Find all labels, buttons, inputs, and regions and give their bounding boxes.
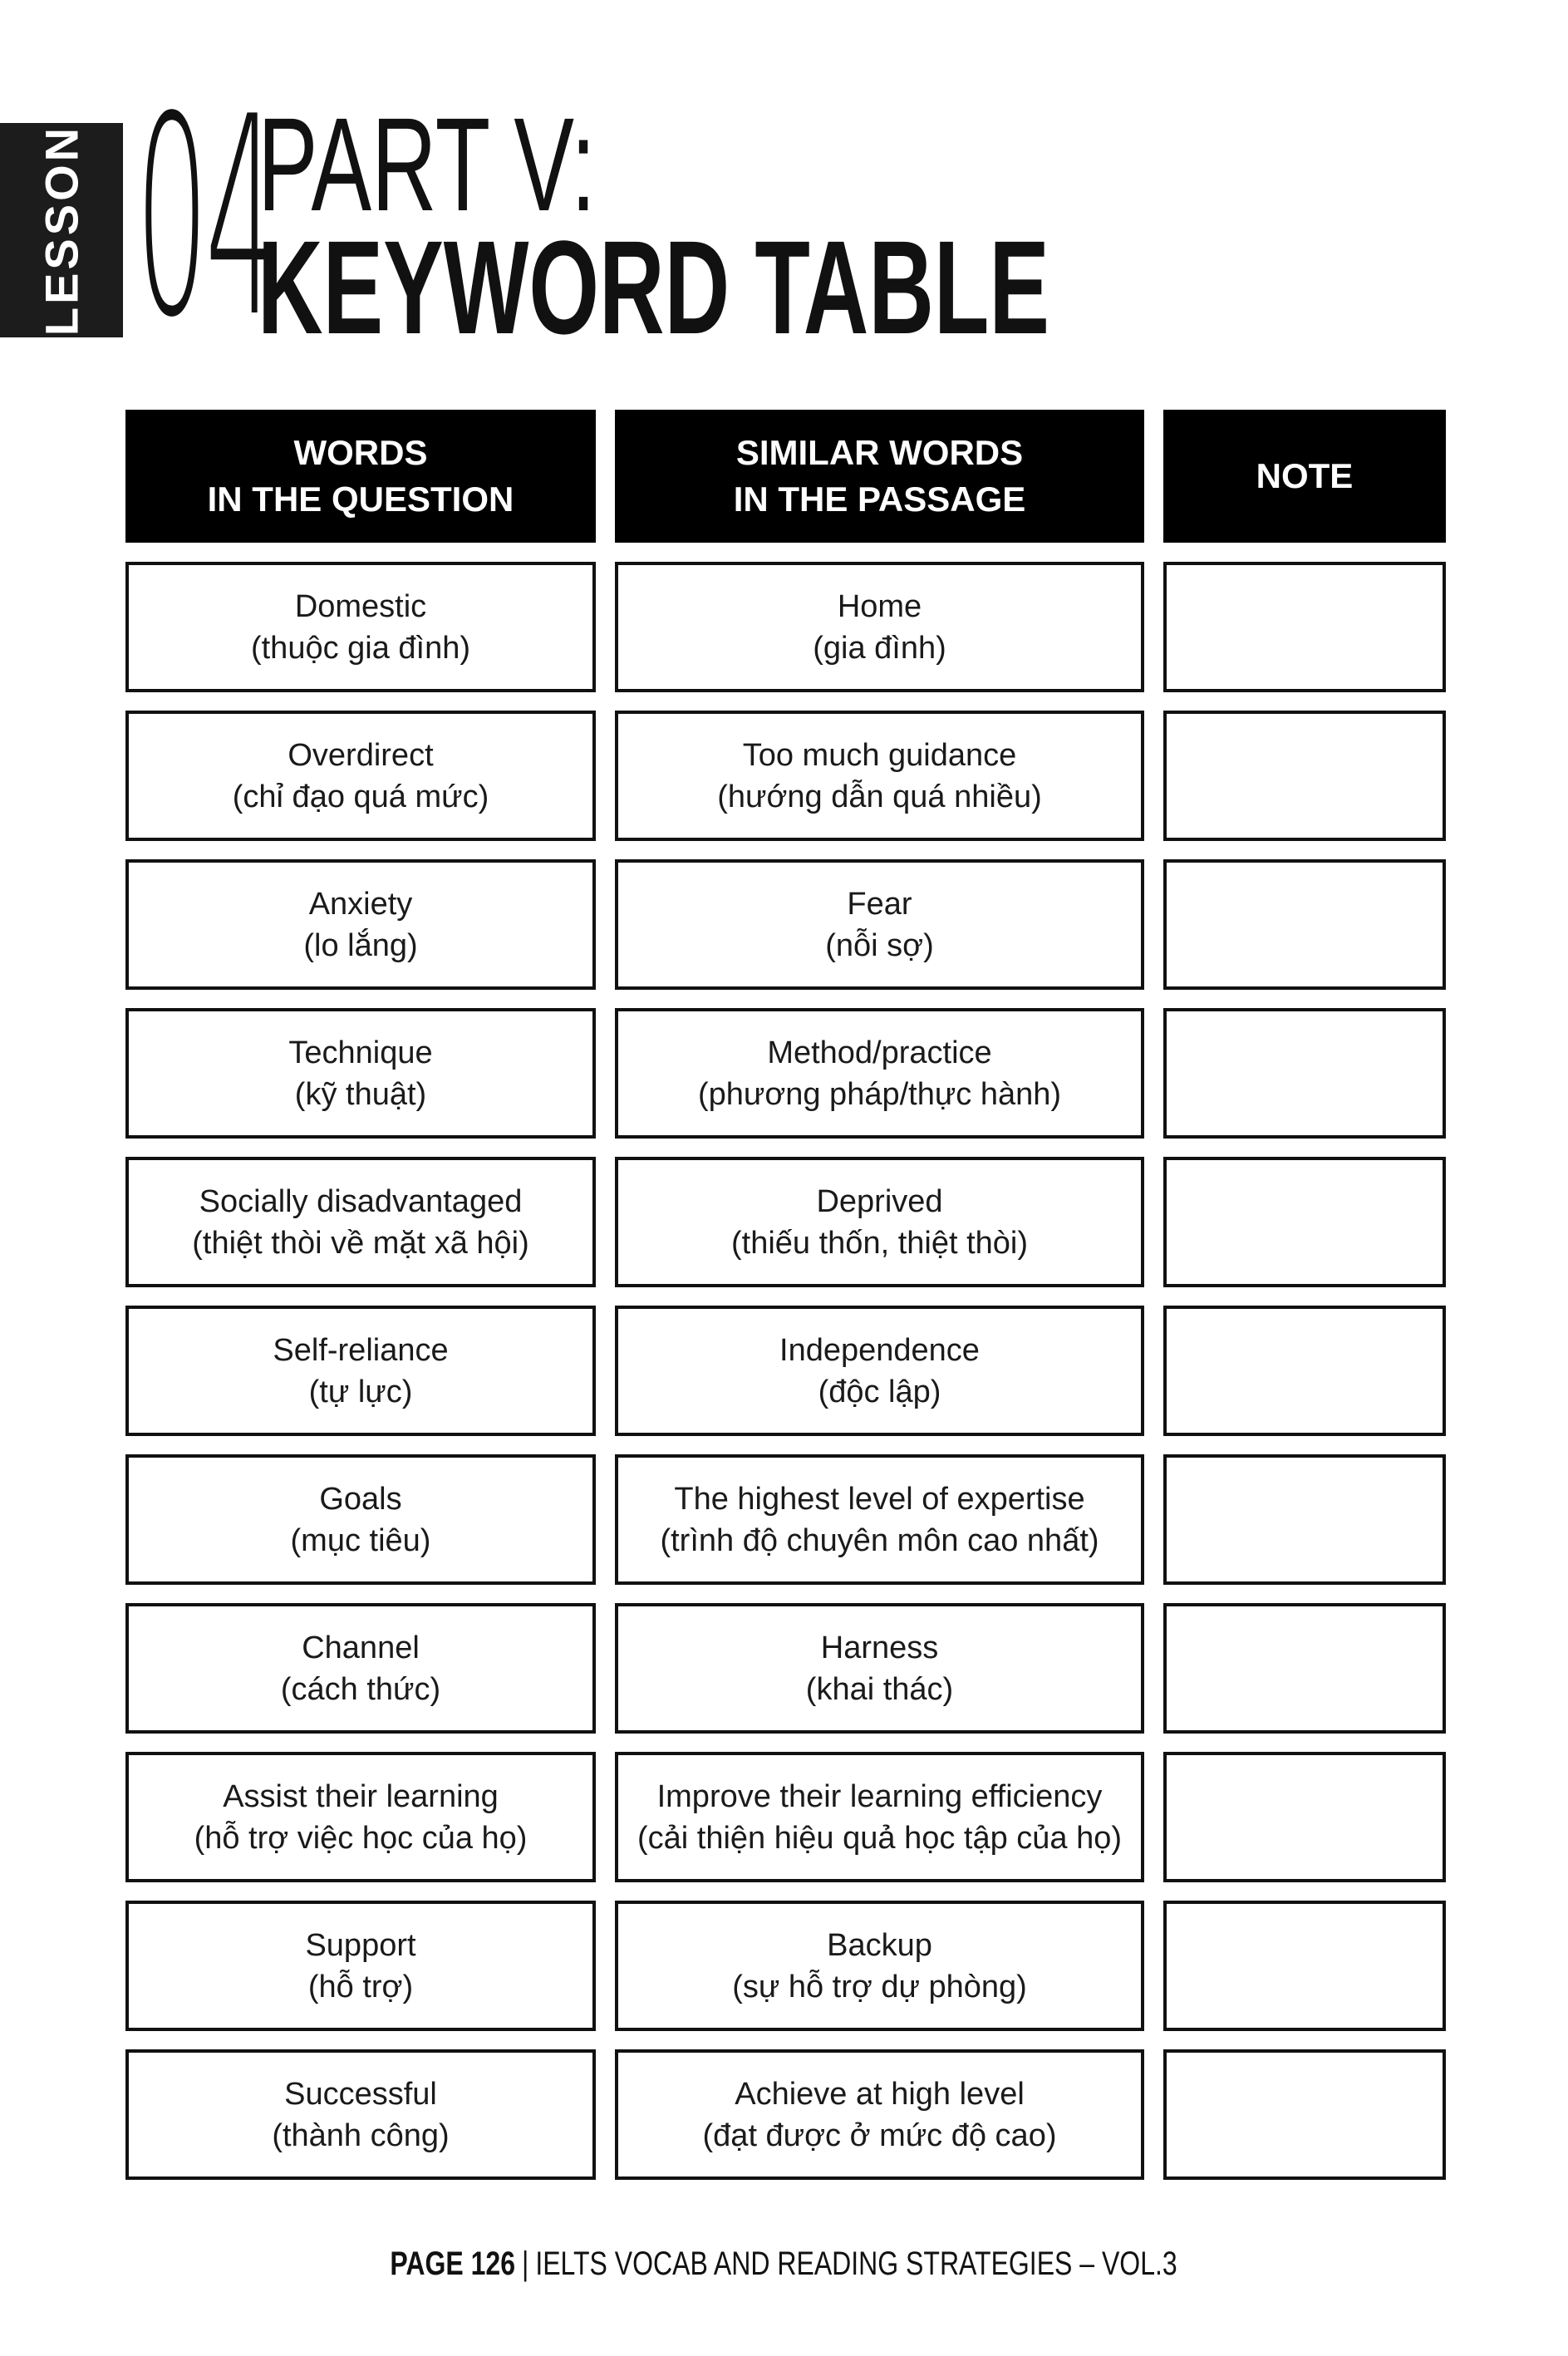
table-row (0, 711, 1568, 841)
question-word: Technique (288, 1035, 433, 1070)
passage-word: Harness (820, 1630, 939, 1665)
table-row (0, 1306, 1568, 1436)
question-word: Anxiety (308, 886, 413, 922)
passage-word-translation: (khai thác) (805, 1671, 954, 1707)
question-word-cell (125, 1306, 596, 1436)
question-word-cell (125, 1008, 596, 1139)
table-row (0, 1603, 1568, 1734)
question-word-translation: (tự lực) (308, 1374, 413, 1409)
table-row (0, 1157, 1568, 1287)
passage-word: Method/practice (767, 1035, 992, 1070)
header-text: NOTE (1256, 456, 1354, 495)
question-word: Domestic (294, 588, 427, 624)
question-word-cell (125, 1157, 596, 1287)
question-word-translation: (hỗ trợ) (307, 1969, 414, 2004)
question-word: Goals (319, 1481, 402, 1517)
lesson-tab (0, 123, 123, 337)
table-row (0, 1008, 1568, 1139)
question-word-cell (125, 711, 596, 841)
header-text: SIMILAR WORDS (735, 433, 1024, 472)
question-word-translation: (chỉ đạo quá mức) (232, 779, 489, 814)
question-word-cell (125, 2049, 596, 2180)
passage-word-cell (615, 859, 1144, 990)
table-row (0, 1454, 1568, 1585)
header-words-in-question (125, 410, 596, 543)
passage-word: Improve their learning efficiency (656, 1778, 1103, 1814)
lesson-number: 04 (135, 58, 275, 377)
passage-word-translation: (nỗi sợ) (825, 927, 934, 963)
passage-word: Backup (827, 1927, 932, 1963)
question-word-cell (125, 1454, 596, 1585)
passage-word-translation: (hướng dẫn quá nhiều) (717, 779, 1042, 814)
note-cell[interactable] (1163, 1008, 1446, 1139)
passage-word-translation: (thiếu thốn, thiệt thòi) (731, 1225, 1028, 1261)
passage-word-cell (615, 1454, 1144, 1585)
header-text: IN THE PASSAGE (733, 480, 1026, 519)
passage-word-translation: (độc lập) (818, 1374, 941, 1409)
question-word-translation: (mục tiêu) (290, 1522, 431, 1558)
passage-word-translation: (trình độ chuyên môn cao nhất) (660, 1522, 1099, 1558)
passage-word: Fear (847, 886, 912, 922)
table-row (0, 2049, 1568, 2180)
passage-word-translation: (đạt được ở mức độ cao) (702, 2117, 1057, 2153)
question-word-translation: (hỗ trợ việc học của họ) (194, 1820, 528, 1856)
passage-word-cell (615, 1157, 1144, 1287)
question-word-translation: (thành công) (272, 2117, 450, 2153)
question-word-cell (125, 859, 596, 990)
passage-word-cell (615, 1752, 1144, 1882)
passage-word-cell (615, 2049, 1144, 2180)
note-cell[interactable] (1163, 1454, 1446, 1585)
passage-word-translation: (gia đình) (813, 630, 946, 666)
passage-word-cell (615, 1603, 1144, 1734)
question-word-cell (125, 562, 596, 692)
page-title (258, 90, 1049, 362)
header-text: WORDS (293, 433, 428, 472)
note-cell[interactable] (1163, 562, 1446, 692)
passage-word: Independence (779, 1332, 980, 1368)
note-cell[interactable] (1163, 1603, 1446, 1734)
passage-word-translation: (cải thiện hiệu quả học tập của họ) (637, 1820, 1123, 1856)
footer-separator: | (522, 2245, 529, 2282)
note-cell[interactable] (1163, 1901, 1446, 2031)
table-row (0, 859, 1568, 990)
question-word-translation: (thuộc gia đình) (250, 630, 471, 666)
question-word-cell (125, 1603, 596, 1734)
question-word: Assist their learning (223, 1778, 499, 1814)
title-line-1: PART V: (258, 90, 597, 239)
note-cell[interactable] (1163, 711, 1446, 841)
question-word-cell (125, 1901, 596, 2031)
question-word-translation: (cách thức) (280, 1671, 441, 1707)
question-word: Support (305, 1927, 416, 1963)
table-row (0, 1901, 1568, 2031)
passage-word: The highest level of expertise (674, 1481, 1085, 1517)
question-word: Overdirect (288, 737, 434, 773)
header-text: IN THE QUESTION (207, 480, 514, 519)
note-cell[interactable] (1163, 1306, 1446, 1436)
table-row (0, 1752, 1568, 1882)
book-title: IELTS VOCAB AND READING STRATEGIES – VOL.3 (535, 2245, 1178, 2282)
passage-word-cell (615, 562, 1144, 692)
note-cell[interactable] (1163, 1157, 1446, 1287)
question-word: Socially disadvantaged (199, 1183, 523, 1219)
title-line-2: KEYWORD TABLE (258, 213, 1049, 362)
note-cell[interactable] (1163, 859, 1446, 990)
question-word-translation: (thiệt thòi về mặt xã hội) (192, 1225, 529, 1261)
table-header (0, 410, 1568, 543)
passage-word: Achieve at high level (735, 2076, 1025, 2112)
lesson-label: LESSON (35, 124, 88, 337)
passage-word-cell (615, 1306, 1144, 1436)
question-word-cell (125, 1752, 596, 1882)
passage-word: Deprived (816, 1183, 943, 1219)
question-word: Channel (302, 1630, 420, 1665)
question-word-translation: (lo lắng) (303, 927, 418, 963)
page-footer (0, 2245, 1568, 2283)
passage-word-cell (615, 711, 1144, 841)
question-word: Self-reliance (273, 1332, 449, 1368)
question-word: Successful (284, 2076, 437, 2112)
header-similar-words (615, 410, 1144, 543)
passage-word: Home (837, 588, 922, 624)
table-row (0, 562, 1568, 692)
passage-word-cell (615, 1008, 1144, 1139)
header-note (1163, 410, 1446, 543)
page-number: PAGE 126 (390, 2245, 516, 2282)
question-word-translation: (kỹ thuật) (294, 1076, 427, 1112)
passage-word-translation: (sự hỗ trợ dự phòng) (732, 1969, 1027, 2004)
note-cell[interactable] (1163, 2049, 1446, 2180)
passage-word: Too much guidance (742, 737, 1017, 773)
note-cell[interactable] (1163, 1752, 1446, 1882)
passage-word-cell (615, 1901, 1144, 2031)
passage-word-translation: (phương pháp/thực hành) (697, 1076, 1062, 1112)
